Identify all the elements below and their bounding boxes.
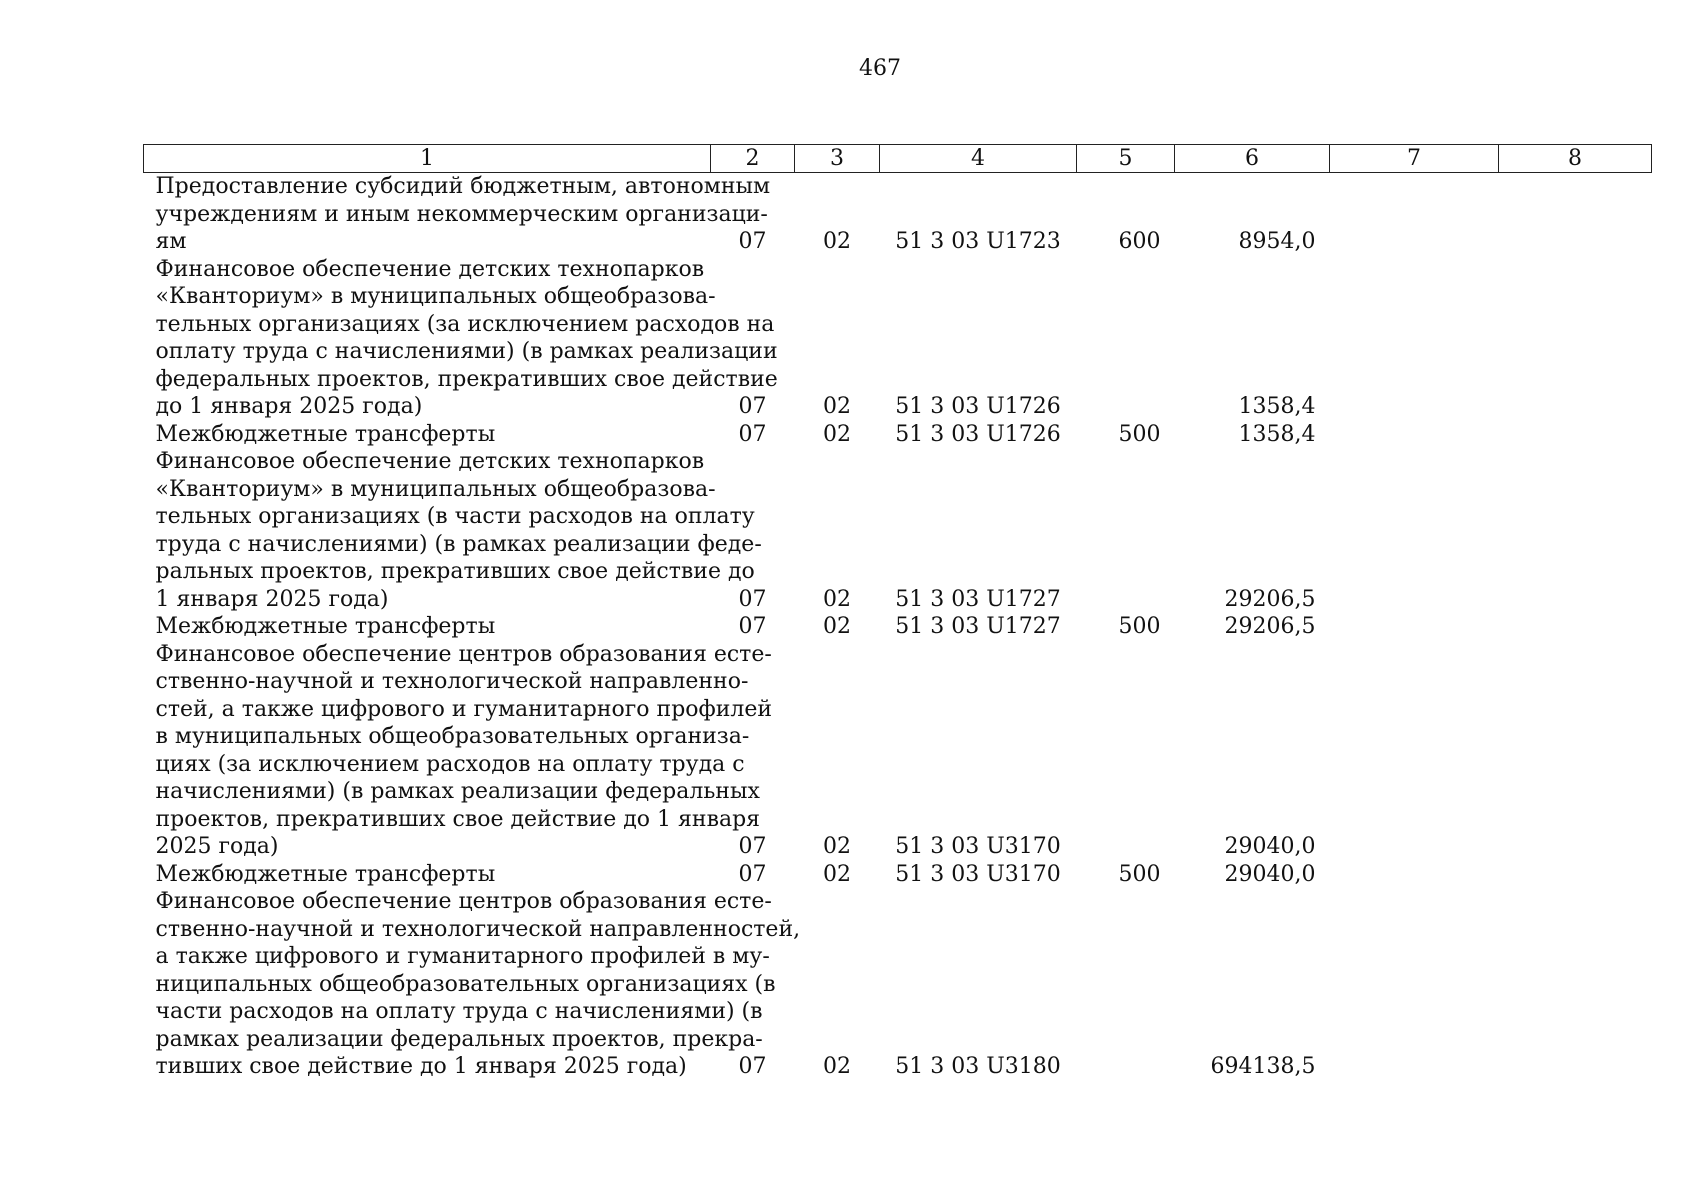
row-name-line: 1 января 2025 года) (155, 586, 389, 612)
row-amount-cell: 29206,5 (1224, 614, 1316, 639)
row-col7-cell (1330, 641, 1499, 861)
row-name-line: части расходов на оплату труда с начислениями) (в (155, 999, 763, 1024)
row-target-article-cell: 51 3 03 U1727 (895, 586, 1061, 612)
row-target-article-cell: 51 3 03 U1723 (895, 229, 1061, 254)
row-col8-cell (1499, 421, 1652, 449)
row-col8-cell (1499, 613, 1652, 641)
row-name-line: ниципальных общеобразовательных организациях (в (155, 971, 776, 997)
row-name-cell (144, 613, 711, 641)
row-name-line: оплату труда с начислениями) (в рамках реализации (155, 339, 778, 364)
row-name-line: ственно-научной и технологической направленностей, (155, 916, 801, 942)
row-section-cell: 07 (738, 421, 767, 447)
row-col8-cell (1499, 888, 1652, 1081)
row-name-line: Финансовое обеспечение центров образования есте- (155, 641, 772, 667)
row-expense-type-cell (1077, 448, 1175, 613)
row-name-line: Финансовое обеспечение детских технопарков (155, 449, 705, 474)
table-row (144, 861, 1652, 889)
row-col8-cell (1499, 641, 1652, 861)
row-col8-cell (1499, 256, 1652, 421)
row-subsection-cell: 02 (823, 614, 851, 639)
row-expense-type-cell (1077, 888, 1175, 1081)
row-name-line: Предоставление субсидий бюджетным, автономным (155, 174, 771, 199)
row-name-line: ям (155, 229, 187, 254)
row-subsection-cell: 02 (823, 1054, 851, 1079)
row-name-line: а также цифрового и гуманитарного профилей в му- (155, 944, 770, 969)
row-section-cell: 07 (738, 394, 767, 419)
row-amount-cell: 29040,0 (1224, 834, 1316, 859)
row-name-line: 2025 года) (155, 834, 279, 859)
row-amount-cell: 1358,4 (1238, 394, 1316, 419)
row-expense-type-cell (1077, 256, 1175, 421)
row-subsection-cell: 02 (823, 861, 851, 887)
row-name-line: Финансовое обеспечение детских технопарков (155, 256, 705, 282)
row-name-line: тивших свое действие до 1 января 2025 года) (155, 1054, 687, 1079)
header-col-7: 7 (1330, 145, 1499, 173)
row-name-line: Финансовое обеспечение центров образования есте- (155, 889, 772, 914)
row-amount-cell: 694138,5 (1210, 1054, 1316, 1079)
row-name-line: проектов, прекративших свое действие до 1 января (155, 806, 761, 832)
header-col-8: 8 (1499, 145, 1652, 173)
row-col7-cell (1330, 173, 1499, 256)
row-amount-cell: 29040,0 (1224, 861, 1316, 887)
row-target-article-cell: 51 3 03 U1726 (895, 394, 1061, 419)
row-name-line: рамках реализации федеральных проектов, прекра- (155, 1026, 763, 1052)
row-subsection-cell: 02 (823, 586, 851, 612)
row-col7-cell (1330, 861, 1499, 889)
table-body (144, 173, 1652, 1081)
table-row (144, 448, 1652, 613)
row-col7-cell (1330, 256, 1499, 421)
table-row (144, 256, 1652, 421)
row-section-cell: 07 (738, 834, 767, 859)
row-col8-cell (1499, 448, 1652, 613)
row-expense-type-cell: 500 (1118, 421, 1161, 447)
row-expense-type-cell: 500 (1118, 614, 1161, 639)
table-header (144, 145, 1652, 173)
row-section-cell: 07 (738, 861, 767, 887)
row-target-article-cell: 51 3 03 U1726 (895, 421, 1061, 447)
row-section-cell: 07 (738, 614, 767, 639)
row-subsection-cell: 02 (823, 229, 851, 254)
row-name-line: Межбюджетные трансферты (155, 421, 496, 447)
header-col-1: 1 (144, 145, 711, 173)
row-target-article-cell: 51 3 03 U3180 (895, 1054, 1061, 1079)
row-name-line: тельных организациях (за исключением расходов на (155, 311, 775, 337)
row-name-cell (144, 861, 711, 889)
row-amount-cell: 29206,5 (1224, 586, 1316, 612)
row-expense-type-cell: 500 (1118, 861, 1161, 887)
row-name-line: Межбюджетные трансферты (155, 614, 496, 639)
row-col7-cell (1330, 448, 1499, 613)
row-section-cell: 07 (738, 229, 767, 254)
table-row (144, 173, 1652, 256)
row-name-line: «Кванториум» в муниципальных общеобразова- (155, 284, 716, 309)
row-name-line: «Кванториум» в муниципальных общеобразова- (155, 476, 716, 502)
row-col7-cell (1330, 888, 1499, 1081)
table-row (144, 613, 1652, 641)
row-name-line: учреждениям и иным некоммерческим организаци- (155, 201, 768, 227)
row-col7-cell (1330, 613, 1499, 641)
row-section-cell: 07 (738, 1054, 767, 1079)
row-name-line: ственно-научной и технологической направленно- (155, 669, 749, 694)
row-name-line: труда с начислениями) (в рамках реализации феде- (155, 531, 762, 557)
row-name-line: стей, а также цифрового и гуманитарного профилей (155, 696, 773, 722)
row-amount-cell: 8954,0 (1238, 229, 1316, 254)
row-name-line: Межбюджетные трансферты (155, 861, 496, 887)
row-subsection-cell: 02 (823, 834, 851, 859)
row-target-article-cell: 51 3 03 U1727 (895, 614, 1061, 639)
row-amount-cell: 1358,4 (1238, 421, 1316, 447)
row-name-line: циях (за исключением расходов на оплату труда с (155, 751, 745, 777)
row-name-line: в муниципальных общеобразовательных организа- (155, 724, 750, 749)
row-name-line: начислениями) (в рамках реализации федеральных (155, 779, 760, 804)
row-target-article-cell: 51 3 03 U3170 (895, 834, 1061, 859)
page-number: 467 (859, 56, 901, 81)
row-name-line: ральных проектов, прекративших свое действие до (155, 559, 755, 584)
row-col8-cell (1499, 173, 1652, 256)
row-name-cell (144, 421, 711, 449)
row-subsection-cell: 02 (823, 394, 851, 419)
row-subsection-cell: 02 (823, 421, 851, 447)
row-name-line: тельных организациях (в части расходов на оплату (155, 504, 755, 529)
header-col-6: 6 (1175, 145, 1330, 173)
table-row (144, 888, 1652, 1081)
row-section-cell: 07 (738, 586, 767, 612)
row-name-line: до 1 января 2025 года) (155, 394, 423, 419)
row-name-line: федеральных проектов, прекративших свое действие (155, 366, 778, 392)
row-col7-cell (1330, 421, 1499, 449)
header-col-5: 5 (1077, 145, 1175, 173)
row-expense-type-cell (1077, 641, 1175, 861)
row-expense-type-cell: 600 (1118, 229, 1161, 254)
row-target-article-cell: 51 3 03 U3170 (895, 861, 1061, 887)
header-col-3: 3 (795, 145, 880, 173)
header-col-2: 2 (711, 145, 795, 173)
header-row (144, 145, 1652, 173)
header-col-4: 4 (880, 145, 1077, 173)
table-row (144, 421, 1652, 449)
budget-table (143, 144, 1652, 1081)
table-row (144, 641, 1652, 861)
row-col8-cell (1499, 861, 1652, 889)
